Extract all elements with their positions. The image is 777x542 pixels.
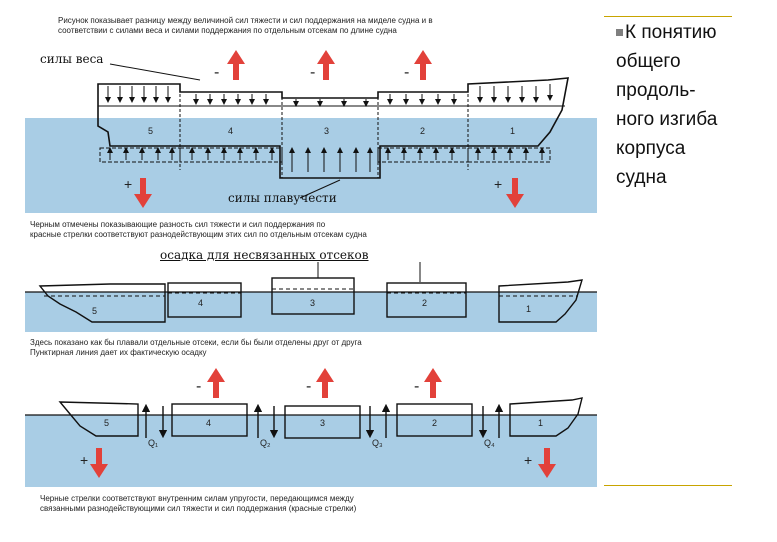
sign-minus-6: -: [414, 378, 420, 395]
compartment-number: 4: [198, 298, 204, 308]
middle-caption: [30, 220, 367, 240]
slide-bullet-text: К понятию общего продоль-ного изгиба корпуса судна: [616, 22, 718, 188]
top-accent-rule: [604, 16, 732, 17]
middle-caption-line-2: красные стрелки соответствуют разнодействующим этих сил по отдельным отсекам судна: [30, 230, 367, 239]
shear-label-q3: Q₃: [372, 438, 383, 448]
slide-bullet: [616, 18, 732, 192]
compartment-number: 5: [148, 126, 154, 136]
compartment-number: 3: [324, 126, 330, 136]
sign-plus-3: +: [80, 452, 89, 468]
compartment-number: 4: [228, 126, 234, 136]
sign-minus-3: -: [404, 64, 410, 81]
compartment-number: 3: [320, 418, 326, 428]
sign-minus-2: -: [310, 64, 316, 81]
slide-text-panel: [604, 16, 732, 486]
compartment-number: 1: [538, 418, 544, 428]
shear-label-q1: Q₁: [148, 438, 159, 448]
compartment-number: 5: [104, 418, 110, 428]
bottom-caption: [30, 338, 362, 358]
compartment-number: 2: [422, 298, 428, 308]
sign-minus-4: -: [196, 378, 202, 395]
bottom-accent-rule: [604, 485, 732, 486]
buoyancy-forces-label: силы плавучести: [228, 191, 337, 205]
top-caption-line-2: соответствии с силами веса и силами поддержания по отдельным отсекам по длине судна: [58, 26, 397, 35]
compartment-number: 3: [310, 298, 316, 308]
sign-plus-2: +: [494, 176, 503, 192]
compartment-number: 1: [510, 126, 516, 136]
footer-caption-line-2: связанными разнодействующими сил тяжести и сил поддержания (красные стрелки): [40, 504, 357, 513]
shear-label-q2: Q₂: [260, 438, 271, 448]
weight-arrows: [108, 84, 550, 104]
sign-minus-5: -: [306, 378, 312, 395]
compartment-number: 5: [92, 306, 98, 316]
weight-forces-label: силы веса: [40, 52, 104, 66]
footer-caption: [40, 494, 356, 514]
draft-label: осадка для несвязанных отсеков: [160, 248, 369, 262]
bullet-square-icon: [616, 29, 623, 36]
middle-caption-line-1: Черным отмечены показывающие разность сил тяжести и сил поддержания по: [30, 220, 326, 229]
shear-label-q4: Q₄: [484, 438, 495, 448]
compartment-number: 2: [420, 126, 426, 136]
bottom-caption-line-1: Здесь показано как бы плавали отдельные отсеки, если бы были отделены друг от друга: [30, 338, 362, 347]
footer-caption-line-1: Черные стрелки соответствуют внутренним силам упругости, передающимся между: [40, 494, 354, 503]
compartment-number: 2: [432, 418, 438, 428]
top-caption: [58, 16, 433, 36]
top-caption-line-1: Рисунок показывает разницу между величиной сил тяжести и сил поддержания на миделе судна и в: [58, 16, 433, 25]
compartment-number: 1: [526, 304, 532, 314]
compartment-number: 4: [206, 418, 212, 428]
sign-plus-4: +: [524, 452, 533, 468]
sign-minus-1: -: [214, 64, 220, 81]
water-panel-3: [25, 415, 597, 487]
sign-plus-1: +: [124, 176, 133, 192]
bottom-caption-line-2: Пунктирная линия дает их фактическую осадку: [30, 348, 207, 357]
